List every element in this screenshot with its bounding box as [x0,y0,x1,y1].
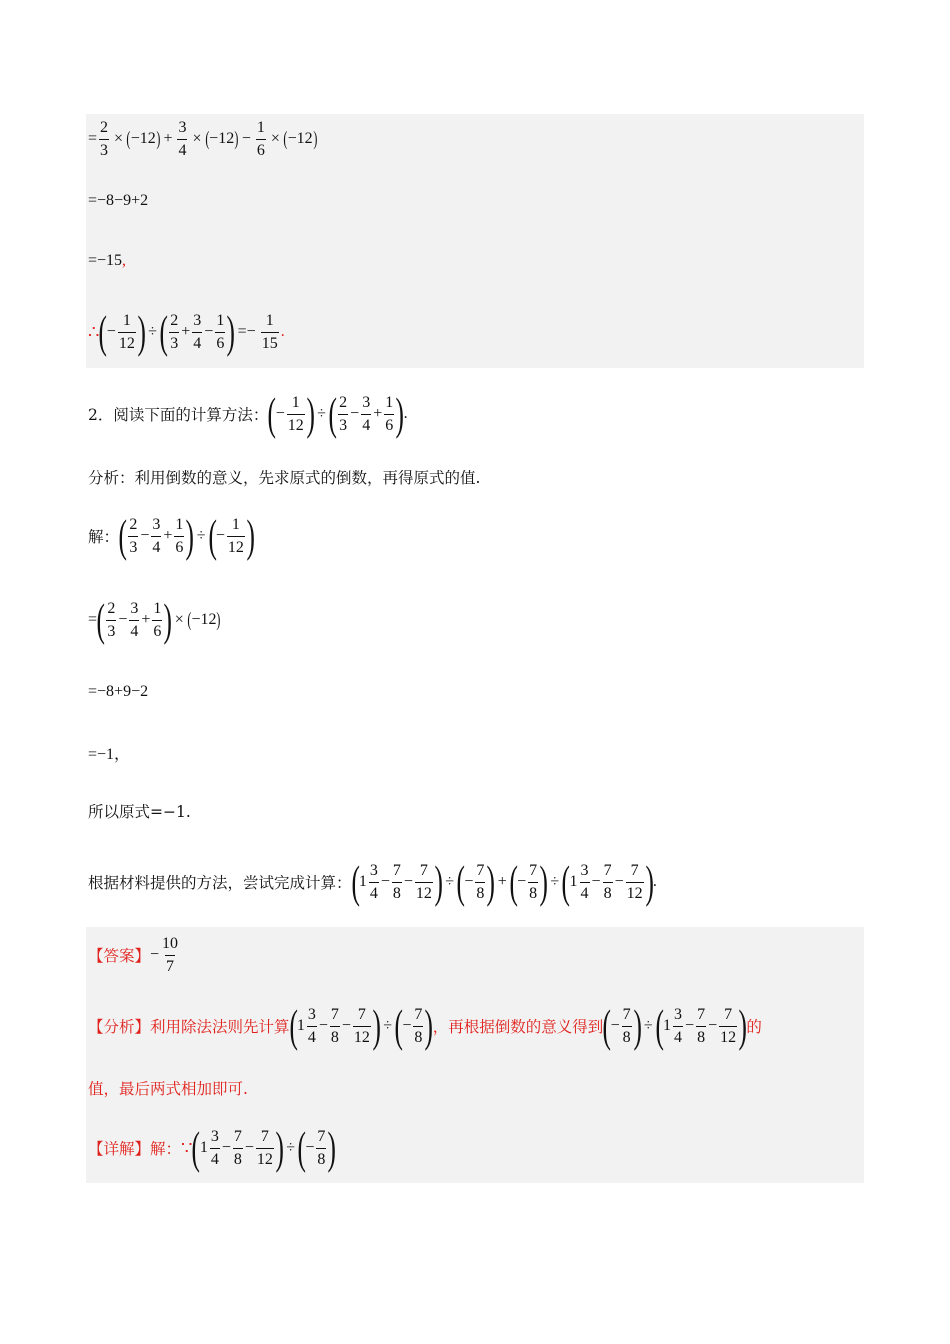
analysis-text: 值，最后两式相加即可. [88,1080,248,1098]
term: −12 [209,130,235,147]
fraction: $\frac{1}{6}$ [216,311,225,352]
fraction: $\frac{3}{4}$ [178,118,187,159]
question-2: 2．阅读下面的计算方法： ( − $\frac{1}{12}$ ) ÷ ( $\frac{2}{3}$ − $\frac{3}{4}$ + $\frac{1}{6}$ ) . [88,388,408,439]
step-line-4: ∴ ( − $\frac{1}{12}$ ) ÷ ( $\frac{2}{3}$ + $\frac{3}{4}$ − $\frac{1}{6}$ ) =− $\frac{1}{15}$ . [88,306,285,357]
fraction: $\frac{3}{4}$ [193,311,202,352]
fraction: $\frac{2}{3}$ [107,599,116,640]
step-4 [88,727,130,777]
analysis-text: ，再根据倒数的意义得到 [432,1018,604,1036]
fraction: $\frac{1}{6}$ [385,393,394,434]
fraction: $\frac{3}{4}$ [130,599,139,640]
step-line-1: = $\frac{2}{3}$ × ( −12 ) + $\frac{3}{4}$ × ( −12 ) − $\frac{1}{6}$ × ( −12 ) [88,118,317,159]
analysis-block-line: 【分析】 利用除法法则先计算 ( 1 $\frac{3}{4}$ − $\frac{7}{8}$ − $\frac{7}{12}$ ) ÷ ( − $\frac{7}{8}$ ) ，再根据倒数的意义得到 ( − $\frac{7}{8}$ ) ÷ ( 1 $\frac{3}{4}$ − $\frac{7}{8}$ − $\frac{7}{12}$ ) 的 [88,1000,762,1051]
conclusion-line [88,786,191,836]
fraction: $\frac{1}{12}$ [287,393,304,434]
fraction: $\frac{7}{8}$ [392,861,401,902]
step-text: =−1， [88,745,131,763]
fraction: $\frac{2}{3}$ [170,311,179,352]
analysis-text: 利用除法法则先计算 [150,1018,290,1036]
equals-sign: =− [237,323,256,340]
detail-text: 解： [150,1140,182,1158]
analysis-text: 分析：利用倒数的意义，先求原式的倒数，再得原式的值. [88,469,481,487]
fraction: $\frac{2}{3}$ [129,515,138,556]
fraction: $\frac{2}{3}$ [339,393,348,434]
step-line-3 [88,236,126,286]
conclusion-text: 所以原式=−1. [88,803,191,821]
detail-line: 【详解】 解： ∵ ( 1 $\frac{3}{4}$ − $\frac{7}{8}$ − $\frac{7}{12}$ ) ÷ ( − $\frac{7}{8}$ ) [88,1122,337,1173]
comma: , [122,252,127,269]
plus-sign: + [163,130,173,147]
fraction: $\frac{2}{3}$ [100,118,109,159]
step-text: =−15 [88,252,123,269]
fraction: $\frac{1}{6}$ [175,515,184,556]
fraction: $\frac{1}{12}$ [227,515,244,556]
solve-label: 解： [88,528,120,546]
minus-sign: − [241,130,251,147]
answer-label: 【答案】 [88,947,151,965]
equals-sign: = [88,130,98,147]
answer-line: 【答案】 − $\frac{10}{7}$ [88,934,179,975]
fraction: $\frac{1}{12}$ [118,311,135,352]
fraction: $\frac{3}{4}$ [152,515,161,556]
term: −12 [130,130,156,147]
fraction: $\frac{7}{8}$ [476,861,485,902]
fraction: $\frac{7}{8}$ [603,861,612,902]
analysis-line-2 [88,1063,248,1113]
step-2: = ( $\frac{2}{3}$ − $\frac{3}{4}$ + $\frac{1}{6}$ ) × ( −12 ) [88,594,221,645]
fraction: $\frac{1}{15}$ [261,311,278,352]
fraction: $\frac{7}{12}$ [415,861,432,902]
step-3 [88,667,148,717]
times-sign: × [192,130,202,147]
therefore-symbol: ∴ [88,321,100,342]
step-text: =−8+9−2 [88,683,149,700]
fraction: $\frac{1}{6}$ [256,118,265,159]
solve-line: 解： ( $\frac{2}{3}$ − $\frac{3}{4}$ + $\frac{1}{6}$ ) ÷ ( − $\frac{1}{12}$ ) [88,510,255,561]
fraction: $\frac{3}{4}$ [580,861,589,902]
step-text: =−8−9+2 [88,192,149,209]
task-line: 根据材料提供的方法，尝试完成计算： ( 1 $\frac{3}{4}$ − $\frac{7}{8}$ − $\frac{7}{12}$ ) ÷ ( − $\frac{7}{8}$ ) + ( − $\frac{7}{8}$ ) ÷ ( 1 $\frac{3}{4}$ − $\frac{7}{8}$ − $\frac{7}{12}$ ) . [88,856,657,907]
question-label: 2．阅读下面的计算方法： [88,406,269,424]
fraction: $\frac{7}{12}$ [626,861,643,902]
times-sign: × [270,130,280,147]
step-line-2 [88,176,148,226]
times-sign: × [114,130,124,147]
fraction: $\frac{3}{4}$ [362,393,371,434]
because-symbol: ∵ [181,1137,193,1158]
term: −12 [287,130,313,147]
fraction: $\frac{10}{7}$ [162,934,179,975]
analysis-line [88,452,480,502]
fraction: $\frac{1}{6}$ [153,599,162,640]
task-label: 根据材料提供的方法，尝试完成计算： [88,874,352,892]
fraction: $\frac{3}{4}$ [369,861,378,902]
analysis-label: 【分析】 [88,1018,151,1036]
fraction: $\frac{7}{8}$ [529,861,538,902]
analysis-text: 的 [746,1018,762,1036]
divide-sign: ÷ [148,323,157,340]
detail-label: 【详解】 [88,1140,151,1158]
